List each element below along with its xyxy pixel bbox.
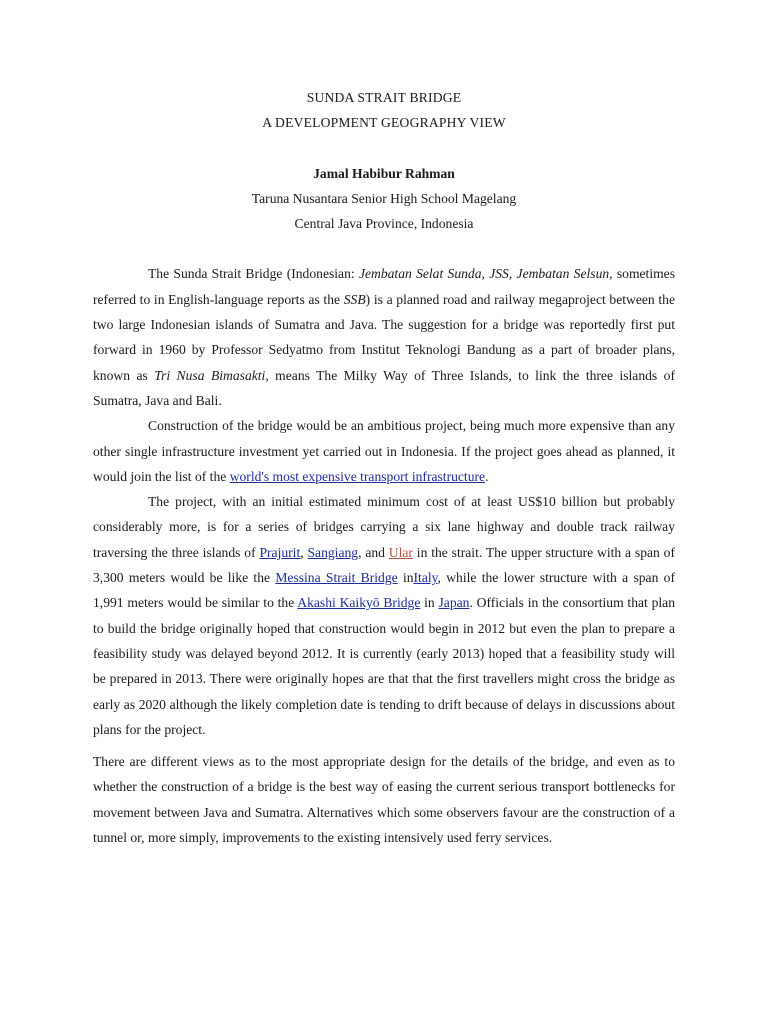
paragraph-alternatives: There are different views as to the most appropriate design for the details of the bridge, and even as to whether the construction of a bridge is the best way of easing the current serious transport bottlenecks for movement between Java and Sumatra. Alternatives which some observers favour are the construction of a tunnel or, more simply, improvements to the existing intensively used ferry services.	[93, 754, 675, 846]
text-run: Construction of the bridge would be an ambitious project, being much more expensive than any other single infrastructure investment yet carried out in Indonesia. If the project goes ahead as planned, it would join the list of the	[93, 418, 675, 484]
italic-term: SSB	[343, 291, 366, 307]
text-run: , sometimes referred to in English-language reports as the	[93, 266, 675, 307]
document-page	[93, 85, 675, 850]
link-akashi-kaikyo-bridge[interactable]: Akashi Kaikyō Bridge	[297, 595, 421, 611]
text-run: The Sunda Strait Bridge (Indonesian:	[148, 266, 359, 282]
document-title: SUNDA STRAIT BRIDGE	[306, 90, 462, 105]
author-school: Taruna Nusantara Senior High School Magelang	[251, 190, 517, 206]
italic-term: Jembatan Selat Sunda	[358, 266, 482, 282]
text-run: .	[485, 468, 489, 484]
document-subtitle: A DEVELOPMENT GEOGRAPHY VIEW	[262, 115, 506, 131]
link-expensive-infrastructure[interactable]: world's most expensive transport infrastructure	[229, 468, 486, 484]
paragraph-project	[93, 489, 675, 742]
italic-term: Jembatan Selsun	[516, 266, 610, 282]
text-run: ,	[508, 266, 517, 282]
text-run: in	[420, 595, 439, 611]
link-messina-strait-bridge[interactable]: Messina Strait Bridge	[275, 570, 398, 586]
italic-term: JSS	[489, 266, 509, 282]
link-ular[interactable]: Ular	[388, 544, 413, 560]
text-run: ,	[300, 544, 308, 560]
text-run: . Officials in the consortium that plan to build the bridge originally hoped that construction would begin in 2012 but even the plan to prepare a feasibility study was delayed beyond 2012. It is currently (early 2013) hoped that a feasibility study will be prepared in 2013. There were originally hopes are that that the first travellers might cross the bridge as early as 2020 although the likely completion date is tending to drift because of delays in discussions about plans for the project.	[93, 595, 675, 737]
text-run: , while the lower structure with a span of 1,991 meters would be similar to the	[93, 570, 675, 611]
author-location: Central Java Province, Indonesia	[294, 216, 474, 232]
link-japan[interactable]: Japan	[438, 595, 470, 611]
text-run: in	[397, 570, 414, 586]
paragraph-introduction	[93, 261, 675, 413]
text-run: , means The Milky Way of Three Islands, to link the three islands of Sumatra, Java and Bali.	[93, 367, 675, 408]
italic-term: Tri Nusa Bimasakti	[154, 367, 266, 383]
paragraph-construction	[93, 413, 675, 489]
link-sangiang[interactable]: Sangiang	[307, 544, 359, 560]
text-run: ) is a planned road and railway megaproject between the two large Indonesian islands of Sumatra and Java. The suggestion for a bridge was reportedly first put forward in 1960 by Professor Sedyatmo from Institut Teknologi Bandung as a part of broader plans, known as	[93, 291, 676, 383]
link-prajurit[interactable]: Prajurit	[259, 544, 301, 560]
text-run: ,	[481, 266, 490, 282]
text-run: , and	[358, 544, 389, 560]
author-name: Jamal Habibur Rahman	[313, 165, 455, 181]
text-run: The project, with an initial estimated minimum cost of at least US$10 billion but probably considerably more, is for a series of bridges carrying a six lane highway and double track railway traversing the three islands of	[93, 494, 675, 560]
text-run: in the strait. The upper structure with a span of 3,300 meters would be like the	[93, 544, 675, 586]
link-italy[interactable]: Italy	[413, 570, 438, 586]
